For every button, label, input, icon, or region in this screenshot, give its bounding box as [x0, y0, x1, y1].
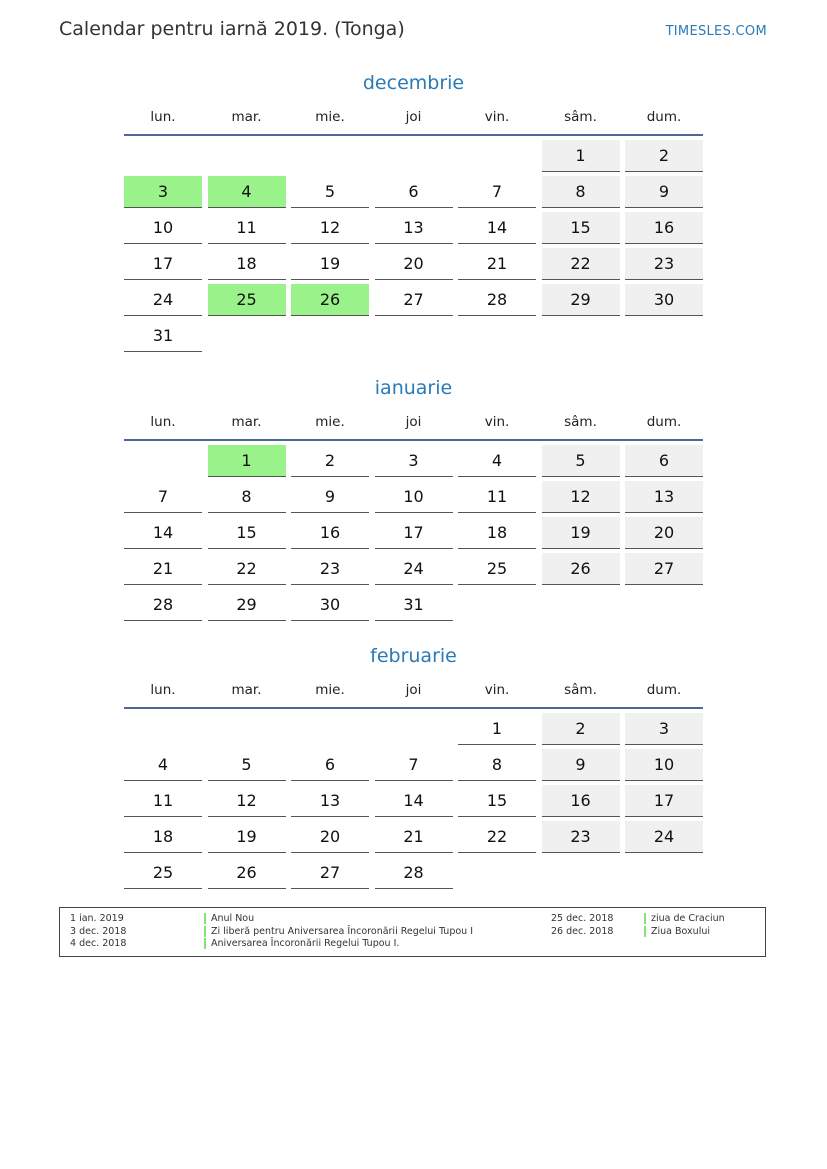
day-cell: 28 — [124, 589, 202, 621]
day-cell: 25 — [124, 857, 202, 889]
day-cell: 20 — [375, 248, 453, 280]
day-cell: 29 — [542, 284, 620, 316]
month-name: decembrie — [362, 72, 465, 94]
day-cell: 17 — [625, 785, 703, 817]
day-cell: 14 — [458, 212, 536, 244]
weekday-label: vin. — [484, 109, 510, 125]
day-cell: 10 — [375, 481, 453, 513]
day-cell: 18 — [124, 821, 202, 853]
day-cell: 8 — [542, 176, 620, 208]
day-cell: 23 — [625, 248, 703, 280]
day-cell: 18 — [458, 517, 536, 549]
weekday-label: mie. — [315, 109, 345, 125]
empty-cell — [124, 713, 202, 744]
empty-cell — [124, 140, 202, 171]
day-cell: 22 — [208, 553, 286, 585]
day-cell: 15 — [458, 785, 536, 817]
header-divider — [124, 439, 703, 441]
day-cell: 14 — [124, 517, 202, 549]
day-cell: 11 — [458, 481, 536, 513]
legend-holiday-name: ziua de Craciun — [644, 913, 725, 924]
day-cell: 21 — [375, 821, 453, 853]
holiday-day-cell: 25 — [208, 284, 286, 316]
month-name: februarie — [370, 645, 457, 667]
day-cell: 4 — [124, 749, 202, 781]
weekday-label: lun. — [150, 682, 176, 698]
day-cell: 10 — [625, 749, 703, 781]
day-grid — [124, 445, 703, 621]
day-cell: 5 — [542, 445, 620, 477]
day-cell: 9 — [291, 481, 369, 513]
day-cell: 6 — [375, 176, 453, 208]
day-cell: 7 — [124, 481, 202, 513]
day-cell: 24 — [375, 553, 453, 585]
day-cell: 13 — [375, 212, 453, 244]
day-cell: 16 — [625, 212, 703, 244]
day-cell: 5 — [208, 749, 286, 781]
day-cell: 11 — [124, 785, 202, 817]
weekday-label: mie. — [315, 682, 345, 698]
weekday-label: joi — [405, 682, 422, 698]
weekday-label: sâm. — [564, 682, 597, 698]
weekday-header — [124, 412, 703, 432]
day-cell: 19 — [208, 821, 286, 853]
day-cell: 9 — [542, 749, 620, 781]
weekday-label: mar. — [231, 109, 262, 125]
weekday-header — [124, 680, 703, 700]
day-cell: 17 — [124, 248, 202, 280]
day-cell: 6 — [625, 445, 703, 477]
empty-cell — [208, 713, 286, 744]
weekday-label: mar. — [231, 682, 262, 698]
weekday-label: sâm. — [564, 414, 597, 430]
day-cell: 22 — [542, 248, 620, 280]
legend-date: 26 dec. 2018 — [551, 926, 614, 937]
day-cell: 26 — [208, 857, 286, 889]
empty-cell — [291, 713, 369, 744]
day-cell: 16 — [542, 785, 620, 817]
empty-cell — [124, 445, 202, 476]
page-title: Calendar pentru iarnă 2019. (Tonga) — [59, 18, 405, 40]
legend-holiday-name: Aniversarea Încoronării Regelui Tupou I. — [204, 938, 399, 949]
weekday-label: dum. — [646, 109, 682, 125]
legend-date: 25 dec. 2018 — [551, 913, 614, 924]
holiday-day-cell: 3 — [124, 176, 202, 208]
legend-holiday-name: Anul Nou — [204, 913, 254, 924]
day-cell: 15 — [208, 517, 286, 549]
day-cell: 22 — [458, 821, 536, 853]
empty-cell — [291, 140, 369, 171]
day-cell: 12 — [291, 212, 369, 244]
day-cell: 10 — [124, 212, 202, 244]
day-cell: 31 — [124, 320, 202, 352]
day-grid — [124, 140, 703, 352]
empty-cell — [375, 713, 453, 744]
day-cell: 1 — [542, 140, 620, 172]
day-cell: 18 — [208, 248, 286, 280]
day-cell: 19 — [542, 517, 620, 549]
day-cell: 21 — [458, 248, 536, 280]
day-cell: 5 — [291, 176, 369, 208]
day-cell: 12 — [542, 481, 620, 513]
weekday-label: mie. — [315, 414, 345, 430]
weekday-label: lun. — [150, 109, 176, 125]
brand-link[interactable]: TIMESLES.COM — [665, 24, 767, 39]
day-cell: 13 — [291, 785, 369, 817]
day-cell: 21 — [124, 553, 202, 585]
day-cell: 2 — [625, 140, 703, 172]
weekday-label: joi — [405, 109, 422, 125]
legend-holiday-name: Ziua Boxului — [644, 926, 710, 937]
holiday-legend — [59, 907, 766, 957]
day-cell: 2 — [542, 713, 620, 745]
day-cell: 24 — [625, 821, 703, 853]
holiday-day-cell: 26 — [291, 284, 369, 316]
day-cell: 23 — [291, 553, 369, 585]
weekday-label: lun. — [150, 414, 176, 430]
day-cell: 31 — [375, 589, 453, 621]
day-cell: 30 — [625, 284, 703, 316]
day-cell: 11 — [208, 212, 286, 244]
day-cell: 28 — [375, 857, 453, 889]
day-cell: 3 — [375, 445, 453, 477]
day-cell: 29 — [208, 589, 286, 621]
weekday-header — [124, 107, 703, 127]
month-december — [124, 71, 703, 352]
day-cell: 4 — [458, 445, 536, 477]
month-february — [124, 644, 703, 889]
day-cell: 15 — [542, 212, 620, 244]
day-cell: 17 — [375, 517, 453, 549]
empty-cell — [458, 140, 536, 171]
day-cell: 6 — [291, 749, 369, 781]
holiday-day-cell: 1 — [208, 445, 286, 477]
day-cell: 25 — [458, 553, 536, 585]
weekday-label: mar. — [231, 414, 262, 430]
day-cell: 27 — [291, 857, 369, 889]
day-cell: 7 — [375, 749, 453, 781]
month-january — [124, 376, 703, 621]
day-cell: 12 — [208, 785, 286, 817]
weekday-label: dum. — [646, 414, 682, 430]
day-cell: 9 — [625, 176, 703, 208]
day-cell: 1 — [458, 713, 536, 745]
holiday-day-cell: 4 — [208, 176, 286, 208]
day-cell: 24 — [124, 284, 202, 316]
weekday-label: vin. — [484, 414, 510, 430]
day-cell: 8 — [458, 749, 536, 781]
day-cell: 16 — [291, 517, 369, 549]
day-cell: 28 — [458, 284, 536, 316]
day-cell: 7 — [458, 176, 536, 208]
day-cell: 14 — [375, 785, 453, 817]
day-cell: 19 — [291, 248, 369, 280]
day-cell: 30 — [291, 589, 369, 621]
day-cell: 26 — [542, 553, 620, 585]
legend-date: 4 dec. 2018 — [70, 938, 127, 949]
day-cell: 23 — [542, 821, 620, 853]
legend-date: 3 dec. 2018 — [70, 926, 127, 937]
weekday-label: vin. — [484, 682, 510, 698]
weekday-label: sâm. — [564, 109, 597, 125]
day-cell: 27 — [625, 553, 703, 585]
empty-cell — [375, 140, 453, 171]
weekday-label: joi — [405, 414, 422, 430]
month-name: ianuarie — [374, 377, 453, 399]
day-cell: 8 — [208, 481, 286, 513]
day-cell: 3 — [625, 713, 703, 745]
header-divider — [124, 134, 703, 136]
header-divider — [124, 707, 703, 709]
legend-holiday-name: Zi liberă pentru Aniversarea Încoronării Regelui Tupou I — [204, 926, 473, 937]
empty-cell — [208, 140, 286, 171]
day-cell: 27 — [375, 284, 453, 316]
weekday-label: dum. — [646, 682, 682, 698]
day-cell: 2 — [291, 445, 369, 477]
day-cell: 20 — [291, 821, 369, 853]
day-cell: 20 — [625, 517, 703, 549]
day-cell: 13 — [625, 481, 703, 513]
day-grid — [124, 713, 703, 889]
legend-date: 1 ian. 2019 — [70, 913, 124, 924]
